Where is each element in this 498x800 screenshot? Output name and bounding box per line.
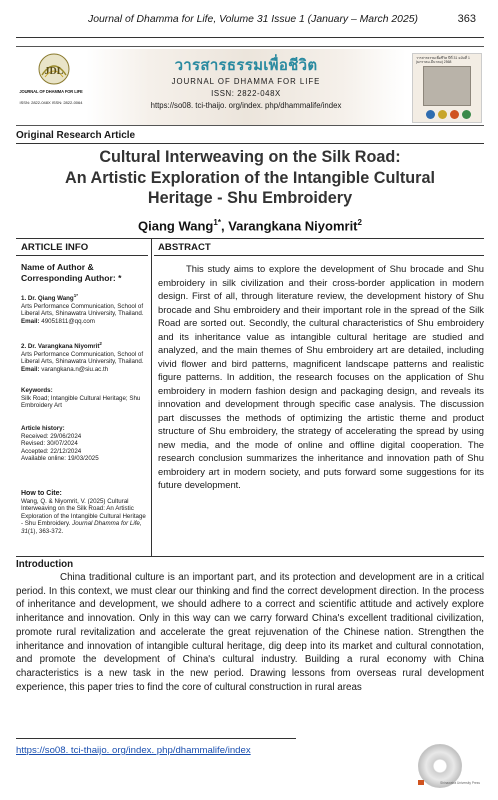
badge-icon (426, 110, 435, 119)
author2-affiliation: Arts Performance Communication, School of Liberal Arts, Shinawatra University, Thailand. (21, 350, 144, 366)
author2-email: varangkana.n@siu.ac.th (39, 365, 109, 373)
jdl-logo-icon (36, 53, 72, 87)
page-number: 363 (457, 13, 476, 25)
revised-date: Revised: 30/07/2024 (21, 440, 78, 448)
divider (16, 238, 484, 239)
citation-journal: Journal Dhamma for Life, 31 (21, 520, 142, 535)
logo-issn: ISSN: 2822-048X ISSN: 2822-0064 (19, 100, 83, 105)
received-date: Received: 29/06/2024 (21, 432, 82, 440)
accepted-date: Accepted: 22/12/2024 (21, 447, 82, 455)
divider (16, 556, 484, 557)
title-line: Cultural Interweaving on the Silk Road: (99, 148, 401, 166)
citation-issue: (1), 363-372. (27, 527, 64, 535)
keywords-label: Keywords: (21, 387, 53, 394)
logo-letters: JDL (44, 66, 64, 77)
author1-name: 1. Dr. Qiang Wang (21, 295, 74, 303)
author-affiliation-mark: 1* (213, 218, 221, 227)
cite-label: How to Cite: (21, 490, 62, 497)
author2-name: 2. Dr. Varangkana Niyomrit (21, 343, 100, 351)
logo-journal-name: JOURNAL OF DHAMMA FOR LIFE (19, 89, 83, 94)
masthead-banner (86, 49, 406, 125)
author1-block (21, 292, 147, 325)
cover-relief-image (423, 66, 471, 106)
badge-icon (462, 110, 471, 119)
badge-icon (450, 110, 459, 119)
citation-text: Wang, Q. & Niyomrit, V. (2025) Cultural Interweaving on the Silk Road: An Artistic Exploration of the Intangible Cultural Heritage - Shu Embroidery. (21, 497, 146, 528)
article-history (21, 425, 147, 463)
header-rule (16, 37, 484, 38)
article-title (16, 147, 484, 209)
author-name: Varangkana Niyomrit (228, 218, 358, 234)
how-to-cite (21, 490, 147, 536)
author-affiliation-mark: 2 (357, 218, 362, 227)
author2-block (21, 340, 147, 373)
title-line: An Artistic Exploration of the Intangible Cultural (65, 168, 435, 187)
journal-url: https://so08. tci-thaijo. org/index. php/dhammalife/index (150, 101, 342, 110)
introduction-text: China traditional culture is an important part, and its protection and development are in a critical period. In this context, we must clear our thinking and find the correct development direction. In the process of inheritance and development, we should adhere to a correct and scientific attitude and actively explore inheritance and innovation. Only in this way can we carry forward China's excellent traditional civilization, promote rural revitalization and accelerate the great rejuvenation of the Chinese nation. Strengthen the inheritance and innovation of intangible cultural heritage, dig deep into its market and cultural connotation, and promote the development of China's cultural industry. Building a rural economy with China characteristics is a new task in the new period. Drawing lessons from overseas rural development experience, this paper tries to find the core of cultural construction in rural areas (16, 572, 484, 693)
keywords: Silk Road; Intangible Cultural Heritage; Shu Embroidery Art (21, 394, 141, 410)
divider (16, 143, 484, 144)
journal-logo (18, 51, 84, 123)
title-line: Heritage - Shu Embroidery (147, 189, 353, 207)
column-divider (151, 238, 152, 556)
cover-badges (421, 110, 475, 120)
article-info-heading: ARTICLE INFO (21, 242, 89, 253)
journal-issn: ISSN: 2822-048X (211, 89, 281, 98)
publisher-name: Shinawatra University Press (440, 781, 480, 785)
divider (16, 255, 148, 256)
footer-rule (16, 738, 296, 739)
author1-email: 49051811@qq.com (39, 317, 95, 325)
corresponding-author-label: Name of Author & Corresponding Author: * (21, 262, 122, 283)
author-name: Qiang Wang (138, 218, 214, 234)
divider (154, 255, 484, 256)
journal-masthead (16, 46, 484, 126)
issue-cover-thumbnail (412, 53, 482, 123)
online-date: Available online: 19/03/2025 (21, 455, 99, 463)
author2-mark: 2 (99, 341, 102, 346)
running-head: Journal of Dhamma for Life, Volume 31 Issue 1 (January – March 2025) (88, 14, 418, 25)
history-label: Article history: (21, 425, 65, 432)
author-line (16, 218, 484, 233)
introduction-heading: Introduction (16, 559, 74, 570)
article-type: Original Research Article (16, 130, 136, 141)
abstract-heading: ABSTRACT (158, 242, 211, 253)
abstract-text: This study aims to explore the development of Shu brocade and Shu embroidery in silk civilization and their cross-border application in modern design. First of all, through literature review, the development history of Shu brocade and Shu embroidery and their important role in the spread of the Silk Road are sorted out. Secondly, the cultural characteristics of Shu embroidery and its inheritance value as intangible cultural heritage are studied and analyzed, and the main themes of Shu embroidery art are detailed, including vivid flower and bird patterns, magnificent landscape patterns and realistic figure patterns. In addition, the research focuses on the application of Shu embroidery in modern fashion design and packaging design, and reveals its innovation and development through specific case analysis. The discussion part discusses the methods of optimizing the artistic theme and product structure of Shu embroidery, the strategy of accelerating the spread by using new media, and the mode of online and offline digital cooperation. The research conclusion summarizes the inheritance and innovation path of Shu embroidery art in modern society, and puts forward some suggestions for its future development. (158, 263, 484, 490)
email-label: Email: (21, 317, 40, 325)
thai-journal-title: วารสารธรรมเพื่อชีวิต (174, 57, 318, 74)
footer-journal-link[interactable]: https://so08. tci-thaijo. org/index. php/dhammalife/index (16, 745, 251, 756)
badge-icon (438, 110, 447, 119)
publisher-mark-icon (418, 780, 424, 785)
email-label: Email: (21, 365, 40, 373)
cover-caption: วารสารธรรมเพื่อชีวิต ปีที่ 31 ฉบับที่ 1 (มกราคม-มีนาคม) 2568 (416, 56, 470, 64)
keywords-block (21, 387, 147, 410)
journal-name: JOURNAL OF DHAMMA FOR LIFE (171, 77, 321, 86)
author1-affiliation: Arts Performance Communication, School of Liberal Arts, Shinawatra University, Thailand. (21, 302, 144, 318)
author-separator: , (220, 218, 229, 234)
author1-mark: 1* (73, 293, 78, 298)
